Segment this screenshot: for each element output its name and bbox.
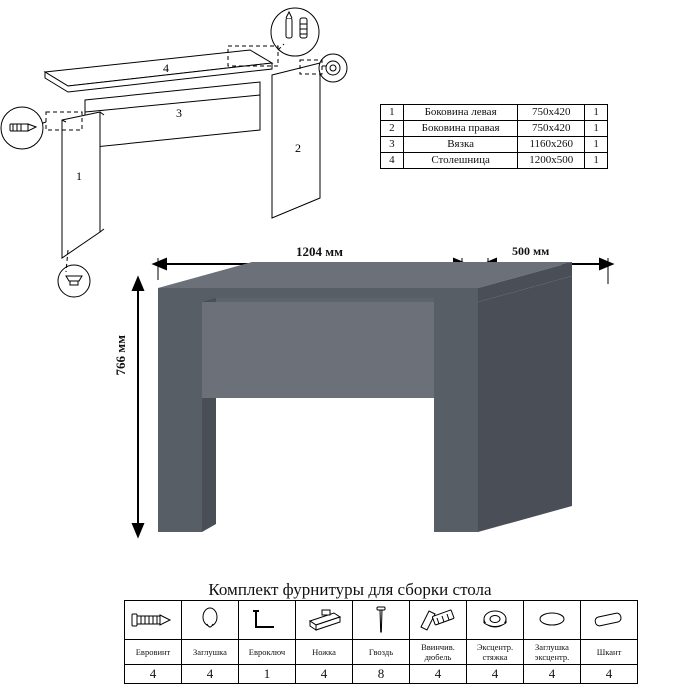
desk-drawing [110, 240, 630, 560]
kit-item-qty: 4 [182, 665, 239, 684]
kit-item-name: Евроключ [239, 640, 296, 665]
desk-tie-panel [202, 302, 434, 398]
kit-item-qty: 4 [524, 665, 581, 684]
part-qty: 1 [585, 137, 608, 153]
eccentric-tie-icon [467, 601, 524, 640]
kit-item-qty: 8 [353, 665, 410, 684]
table-row [381, 153, 608, 169]
part-left-side-outline [62, 112, 100, 258]
dowel-icon [581, 601, 638, 640]
table-row [381, 121, 608, 137]
part-name: Боковина левая [403, 105, 518, 121]
kit-item-qty: 4 [410, 665, 467, 684]
exploded-label-3: 3 [176, 106, 182, 120]
foot-icon [296, 601, 353, 640]
hardware-kit-table [124, 600, 638, 684]
part-no: 2 [381, 121, 404, 137]
part-no: 1 [381, 105, 404, 121]
kit-item-name: Эксцентр. стяжка [467, 640, 524, 665]
euro-key-icon [239, 601, 296, 640]
kit-item-name: Ножка [296, 640, 353, 665]
part-no: 4 [381, 153, 404, 169]
part-size: 1160х260 [518, 137, 585, 153]
kit-item-qty: 4 [125, 665, 182, 684]
dimension-depth-label: 500 мм [512, 244, 550, 258]
desk-svg [110, 240, 630, 560]
kit-item-name: Заглушка [182, 640, 239, 665]
eccentric-cap-icon [524, 601, 581, 640]
part-qty: 1 [585, 153, 608, 169]
desk-body [158, 262, 572, 532]
part-size: 1200х500 [518, 153, 585, 169]
kit-item-name: Ввинчив. дюбель [410, 640, 467, 665]
part-name: Боковина правая [403, 121, 518, 137]
table-row [381, 137, 608, 153]
table-row [381, 105, 608, 121]
kit-names-row [125, 640, 638, 665]
kit-item-qty: 1 [239, 665, 296, 684]
exploded-label-1: 1 [76, 169, 82, 183]
kit-item-name: Гвоздь [353, 640, 410, 665]
kit-item-qty: 4 [581, 665, 638, 684]
kit-item-name: Евровинт [125, 640, 182, 665]
exploded-label-4: 4 [163, 61, 169, 75]
kit-item-qty: 4 [296, 665, 353, 684]
cap-icon [182, 601, 239, 640]
parts-table [380, 104, 608, 169]
desk-left-panel [158, 302, 202, 532]
dimension-width-label: 1204 мм [296, 244, 343, 259]
kit-qty-row [125, 665, 638, 684]
kit-icons-row [125, 601, 638, 640]
kit-title: Комплект фурнитуры для сборки стола [208, 580, 492, 599]
part-size: 750х420 [518, 105, 585, 121]
part-size: 750х420 [518, 121, 585, 137]
kit-item-name: Заглушка эксцентр. [524, 640, 581, 665]
nail-icon [353, 601, 410, 640]
part-qty: 1 [585, 121, 608, 137]
desk-tie-panel-top [216, 298, 434, 302]
kit-item-qty: 4 [467, 665, 524, 684]
part-name: Столешница [403, 153, 518, 169]
desk-right-panel [434, 302, 478, 532]
desk-right-panel-side [478, 276, 572, 532]
exploded-label-2: 2 [295, 141, 301, 155]
screw-dowel-icon [410, 601, 467, 640]
part-no: 3 [381, 137, 404, 153]
part-qty: 1 [585, 105, 608, 121]
euro-screw-icon [125, 601, 182, 640]
kit-item-name: Шкант [581, 640, 638, 665]
part-name: Вязка [403, 137, 518, 153]
part-tie-outline [85, 82, 260, 148]
dimension-height-label: 766 мм [113, 335, 128, 376]
